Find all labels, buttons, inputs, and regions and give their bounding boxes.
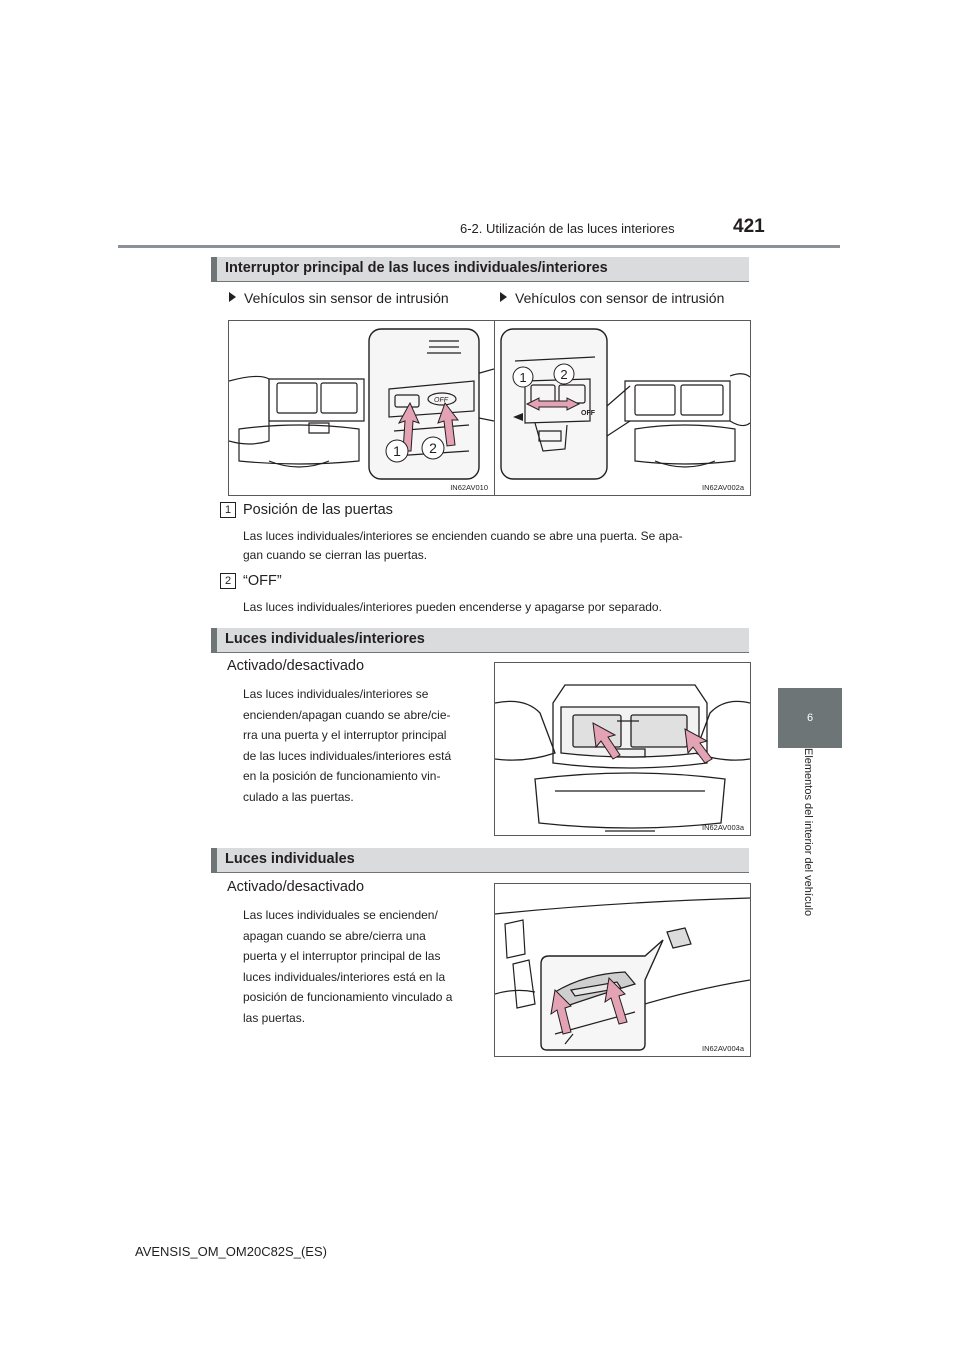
off-label: OFF bbox=[434, 397, 448, 404]
paragraph-line: luces individuales/interiores está en la bbox=[243, 969, 446, 984]
section-title: Luces individuales/interiores bbox=[225, 631, 425, 647]
subheading-without-sensor bbox=[229, 290, 449, 306]
item-number-box: 1 bbox=[220, 502, 236, 518]
chapter-tab: 6 bbox=[778, 688, 842, 748]
figure-individual-lights bbox=[494, 883, 751, 1057]
subheading-with-sensor bbox=[500, 290, 724, 306]
paragraph bbox=[243, 684, 477, 808]
paragraph-line: las puertas. bbox=[243, 1010, 306, 1025]
figure-switch-with-sensor bbox=[494, 320, 751, 496]
callout-1: 1 bbox=[519, 370, 527, 385]
figure-code: IN62AV002a bbox=[702, 483, 744, 492]
callout-1: 1 bbox=[393, 443, 401, 459]
item-description-line: Las luces individuales/interiores pueden encenderse y apagarse por separado. bbox=[243, 600, 662, 614]
callout-2: 2 bbox=[429, 440, 437, 456]
rear-ceiling-illustration bbox=[495, 884, 750, 1056]
off-label: OFF bbox=[581, 410, 595, 417]
paragraph-line: en la posición de funcionamiento vin- bbox=[243, 769, 441, 784]
item-number-box: 2 bbox=[220, 573, 236, 589]
paragraph-line: culado a las puertas. bbox=[243, 789, 354, 804]
section-accent bbox=[211, 257, 217, 282]
figure-interior-lights bbox=[494, 662, 751, 836]
page-number: 421 bbox=[733, 216, 765, 237]
triangle-bullet-icon bbox=[229, 292, 236, 302]
section-title: Interruptor principal de las luces individuales/interiores bbox=[225, 260, 608, 276]
item-title-door-position: Posición de las puertas bbox=[243, 502, 393, 518]
overhead-console-illustration bbox=[229, 321, 494, 495]
paragraph-line: rra una puerta y el interruptor principal bbox=[243, 728, 447, 743]
section-heading-main-switch bbox=[211, 257, 749, 282]
figure-code: IN62AV010 bbox=[450, 483, 488, 492]
figure-code: IN62AV004a bbox=[702, 1044, 744, 1053]
overhead-console-illustration bbox=[495, 321, 750, 495]
triangle-bullet-icon bbox=[500, 292, 507, 302]
chapter-side-label-text: Elementos del interior del vehículo bbox=[802, 748, 814, 917]
item-title-on-off: Activado/desactivado bbox=[227, 658, 365, 674]
paragraph-line: encienden/apagan cuando se abre/cie- bbox=[243, 707, 451, 722]
paragraph-line: Las luces individuales se encienden/ bbox=[243, 908, 438, 922]
subheading-text: Vehículos con sensor de intrusión bbox=[515, 290, 725, 306]
item-title-on-off: Activado/desactivado bbox=[227, 879, 365, 895]
paragraph-line: de las luces individuales/interiores está bbox=[243, 748, 452, 763]
paragraph bbox=[243, 905, 477, 1029]
paragraph-line: posición de funcionamiento vinculado a bbox=[243, 990, 453, 1005]
item-description-line: gan cuando se cierran las puertas. bbox=[243, 548, 428, 562]
item-description-line: Las luces individuales/interiores se encienden cuando se abre una puerta. Se apa- bbox=[243, 529, 683, 543]
item-title-off: “OFF” bbox=[243, 573, 282, 589]
subheading-text: Vehículos sin sensor de intrusión bbox=[244, 290, 449, 306]
paragraph-line: puerta y el interruptor principal de las bbox=[243, 949, 441, 964]
overhead-console-illustration bbox=[495, 663, 750, 835]
callout-2: 2 bbox=[560, 367, 568, 382]
running-header: 6-2. Utilización de las luces interiores bbox=[460, 221, 675, 236]
figure-switch-without-sensor bbox=[228, 320, 495, 496]
paragraph-line: apagan cuando se abre/cierra una bbox=[243, 928, 426, 943]
section-heading-individual-interior-lights bbox=[211, 628, 749, 653]
section-title: Luces individuales bbox=[225, 851, 355, 867]
section-accent bbox=[211, 628, 217, 653]
figure-code: IN62AV003a bbox=[702, 823, 744, 832]
section-heading-individual-lights bbox=[211, 848, 749, 873]
section-accent bbox=[211, 848, 217, 873]
chapter-side-label bbox=[800, 748, 820, 958]
header-rule bbox=[118, 245, 840, 248]
paragraph-line: Las luces individuales/interiores se bbox=[243, 687, 429, 701]
document-id: AVENSIS_OM_OM20C82S_(ES) bbox=[135, 1244, 327, 1259]
